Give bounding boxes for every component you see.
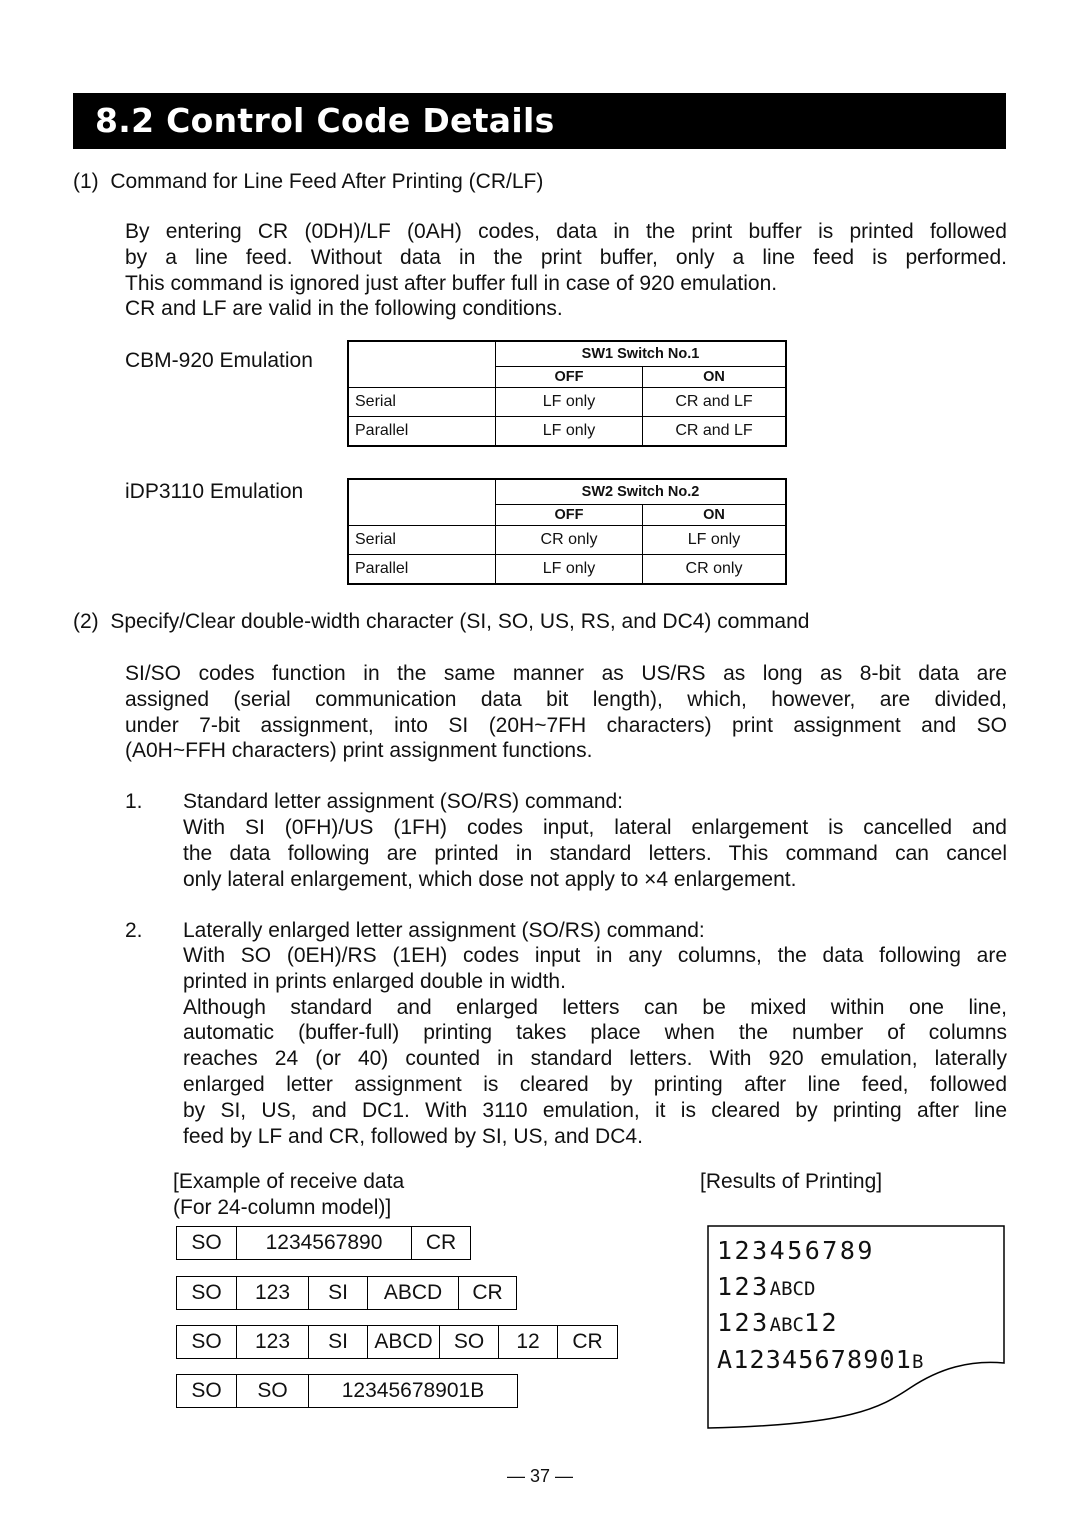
cell-on: CR only: [643, 555, 787, 585]
receive-row-4: [176, 1374, 518, 1408]
code-cell: SI: [309, 1326, 368, 1358]
on-header: ON: [643, 367, 787, 388]
table-label-idp3110: iDP3110 Emulation: [125, 480, 304, 503]
printout-text-enlarged: B: [912, 1351, 924, 1373]
code-cell: CR: [425, 1231, 457, 1254]
switch-header: SW2 Switch No.2: [496, 479, 787, 505]
off-header: OFF: [496, 367, 643, 388]
paragraph-line: by SI, US, and DC1. With 3110 emulation, it is cleared by printing after line: [183, 1098, 1007, 1122]
code-cell: 12345678901B: [341, 1379, 485, 1402]
printout-text: 123: [717, 1308, 770, 1337]
results-label: [Results of Printing]: [700, 1170, 883, 1193]
code-cell: SO: [177, 1375, 237, 1407]
code-cell: SO: [440, 1326, 499, 1358]
section-1-title: (1) Command for Line Feed After Printing (CR/LF): [73, 170, 544, 193]
paragraph-line: only lateral enlargement, which dose not apply to ×4 enlargement.: [183, 867, 797, 891]
printout-text: A12345678901: [717, 1345, 913, 1374]
switch-table-idp3110: [347, 478, 787, 585]
paragraph-line: SI/SO codes function in the same manner as US/RS as long as 8-bit data are: [125, 662, 1007, 685]
table-corner: [348, 341, 496, 388]
section-2-paragraph: [125, 661, 1007, 764]
code-cell: 123: [237, 1277, 309, 1309]
item-1-paragraph: [183, 815, 1007, 892]
printout-text-enlarged: ABCD: [769, 1278, 816, 1300]
section-2-title: (2) Specify/Clear double-width character (SI, SO, US, RS, and DC4) command: [73, 610, 810, 633]
printout-line-2: [717, 1272, 815, 1301]
row-label: Serial: [348, 388, 496, 417]
printout-line-4: [717, 1345, 923, 1374]
cell-off: CR only: [496, 526, 643, 555]
section-heading: 8.2 Control Code Details: [73, 93, 1006, 149]
section-1-paragraph: [125, 219, 1007, 322]
code-cell: CR: [472, 1281, 503, 1304]
code-cell: ABCD: [368, 1277, 459, 1309]
item-2-title: Laterally enlarged letter assignment (SO/RS) command:: [183, 919, 705, 942]
receive-data-label: [Example of receive data: [173, 1170, 405, 1193]
paragraph-line: By entering CR (0DH)/LF (0AH) codes, data in the print buffer is printed followed: [125, 220, 1007, 243]
paragraph-line: reaches 24 (or 40) counted in standard letters. With 920 emulation, laterally: [183, 1047, 1007, 1071]
switch-table-cbm920: [347, 340, 787, 447]
paragraph-line: CR and LF are valid in the following conditions.: [125, 297, 563, 321]
cell-on: LF only: [643, 526, 787, 555]
item-1-number: 1.: [125, 790, 143, 813]
page-number: — 37 —: [506, 1466, 574, 1486]
row-label: Parallel: [348, 555, 496, 585]
item-2-number: 2.: [125, 919, 143, 942]
paragraph-line: feed by LF and CR, followed by SI, US, and DC4.: [183, 1124, 643, 1148]
table-label-cbm920: CBM-920 Emulation: [125, 349, 313, 372]
code-cell: SI: [309, 1277, 368, 1309]
cell-off: LF only: [496, 388, 643, 417]
row-label: Parallel: [348, 417, 496, 447]
receive-row-2: [176, 1276, 517, 1310]
receive-data-label-2: (For 24-column model)]: [173, 1196, 392, 1219]
code-cell: SO: [237, 1375, 309, 1407]
receive-row-3: [176, 1325, 618, 1359]
code-cell: SO: [177, 1227, 237, 1259]
code-cell: ABCD: [368, 1326, 440, 1358]
paragraph-line: the data following are printed in standard letters. This command can cancel: [183, 841, 1007, 865]
printout-text-enlarged: ABC: [769, 1314, 804, 1336]
table-corner: [348, 479, 496, 526]
printout-text: 123456789: [717, 1236, 875, 1265]
printout-line-1: [717, 1236, 875, 1265]
code-cell: 12: [499, 1326, 558, 1358]
paragraph-line: under 7-bit assignment, into SI (20H~7FH characters) print assignment and SO: [125, 713, 1007, 737]
code-cell: 123: [237, 1326, 309, 1358]
printout-line-3: [717, 1308, 839, 1337]
cell-on: CR and LF: [643, 417, 787, 447]
switch-header: SW1 Switch No.1: [496, 341, 787, 367]
paragraph-line: automatic (buffer-full) printing takes place when the number of columns: [183, 1021, 1007, 1045]
off-header: OFF: [496, 505, 643, 526]
code-cell: 1234567890: [237, 1227, 412, 1259]
paragraph-line: This command is ignored just after buffer full in case of 920 emulation.: [125, 271, 778, 295]
printout-text: 12: [803, 1308, 840, 1337]
code-cell: SO: [177, 1326, 237, 1358]
paragraph-line: enlarged letter assignment is cleared by printing after line feed, followed: [183, 1072, 1007, 1096]
paragraph-line: printed in prints enlarged double in width.: [183, 969, 566, 993]
row-label: Serial: [348, 526, 496, 555]
cell-off: LF only: [496, 555, 643, 585]
cell-off: LF only: [496, 417, 643, 447]
paragraph-line: assigned (serial communication data bit length), which, however, are divided,: [125, 687, 1007, 711]
code-cell: CR: [572, 1330, 603, 1353]
paragraph-line: (A0H~FFH characters) print assignment functions.: [125, 739, 593, 763]
receive-row-1: [176, 1226, 471, 1260]
cell-on: CR and LF: [643, 388, 787, 417]
paragraph-line: Although standard and enlarged letters can be mixed within one line,: [183, 995, 1007, 1019]
paragraph-line: by a line feed. Without data in the print buffer, only a line feed is performed.: [125, 245, 1007, 269]
printout-text: 123: [717, 1272, 770, 1301]
item-2-paragraph: [183, 943, 1007, 1149]
code-cell: SO: [177, 1277, 237, 1309]
item-1-title: Standard letter assignment (SO/RS) command:: [183, 790, 624, 813]
paragraph-line: With SO (0EH)/RS (1EH) codes input in any columns, the data following are: [183, 944, 1007, 967]
on-header: ON: [643, 505, 787, 526]
paragraph-line: With SI (0FH)/US (1FH) codes input, lateral enlargement is cancelled and: [183, 816, 1007, 839]
